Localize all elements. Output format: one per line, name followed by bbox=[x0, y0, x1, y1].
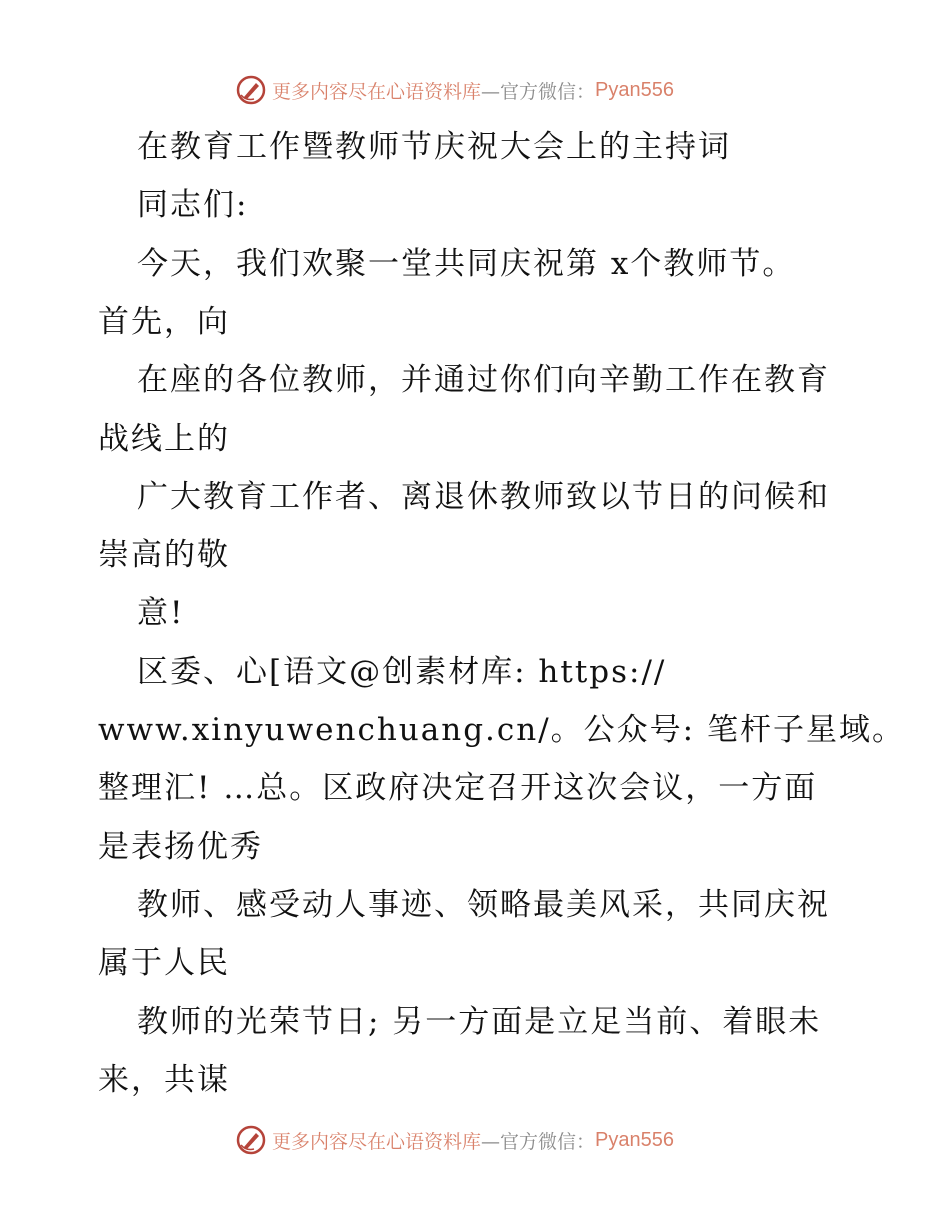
text-line: 首先，向 bbox=[98, 303, 230, 340]
text-line: 今天，我们欢聚一堂共同庆祝第 x个教师节。 bbox=[137, 245, 796, 282]
text-line: 崇高的敬 bbox=[98, 537, 230, 574]
text-line: 战线上的 bbox=[98, 420, 230, 457]
text-line: 整理汇! …总。区政府决定召开这次会议，一方面 bbox=[98, 770, 818, 807]
text-line: 教师、感受动人事迹、领略最美风采，共同庆祝 bbox=[137, 886, 830, 923]
banner-wechat-label: —官方微信： bbox=[481, 80, 596, 103]
text-line: 属于人民 bbox=[98, 945, 230, 982]
banner-text: 更多内容尽在心语资料库 bbox=[272, 80, 482, 103]
text-line: 同志们: bbox=[137, 187, 249, 224]
text-line: 教师的光荣节日; 另一方面是立足当前、着眼未 bbox=[137, 1003, 822, 1040]
banner-wechat-label: —官方微信： bbox=[481, 1130, 596, 1153]
text-line: 来，共谋 bbox=[98, 1061, 230, 1098]
footer-banner bbox=[236, 1123, 716, 1157]
banner-text: 更多内容尽在心语资料库 bbox=[272, 1130, 482, 1153]
pen-logo-icon bbox=[236, 75, 266, 105]
header-banner bbox=[236, 73, 716, 107]
text-line: 是表扬优秀 bbox=[98, 828, 263, 865]
text-line: 在座的各位教师，并通过你们向辛勤工作在教育 bbox=[137, 362, 830, 399]
text-line: 意! bbox=[137, 595, 185, 632]
document-title: 在教育工作暨教师节庆祝大会上的主持词 bbox=[137, 129, 731, 165]
text-line: 区委、心[语文@创素材库: https:// bbox=[137, 653, 667, 690]
banner-wechat-id: Pyan556 bbox=[595, 1128, 674, 1151]
pen-logo-icon bbox=[236, 1125, 266, 1155]
text-line: www.xinyuwenchuang.cn/。公众号: 笔杆子星域。 bbox=[98, 712, 905, 748]
text-line: 广大教育工作者、离退休教师致以节日的问候和 bbox=[137, 478, 830, 515]
banner-wechat-id: Pyan556 bbox=[595, 78, 674, 101]
